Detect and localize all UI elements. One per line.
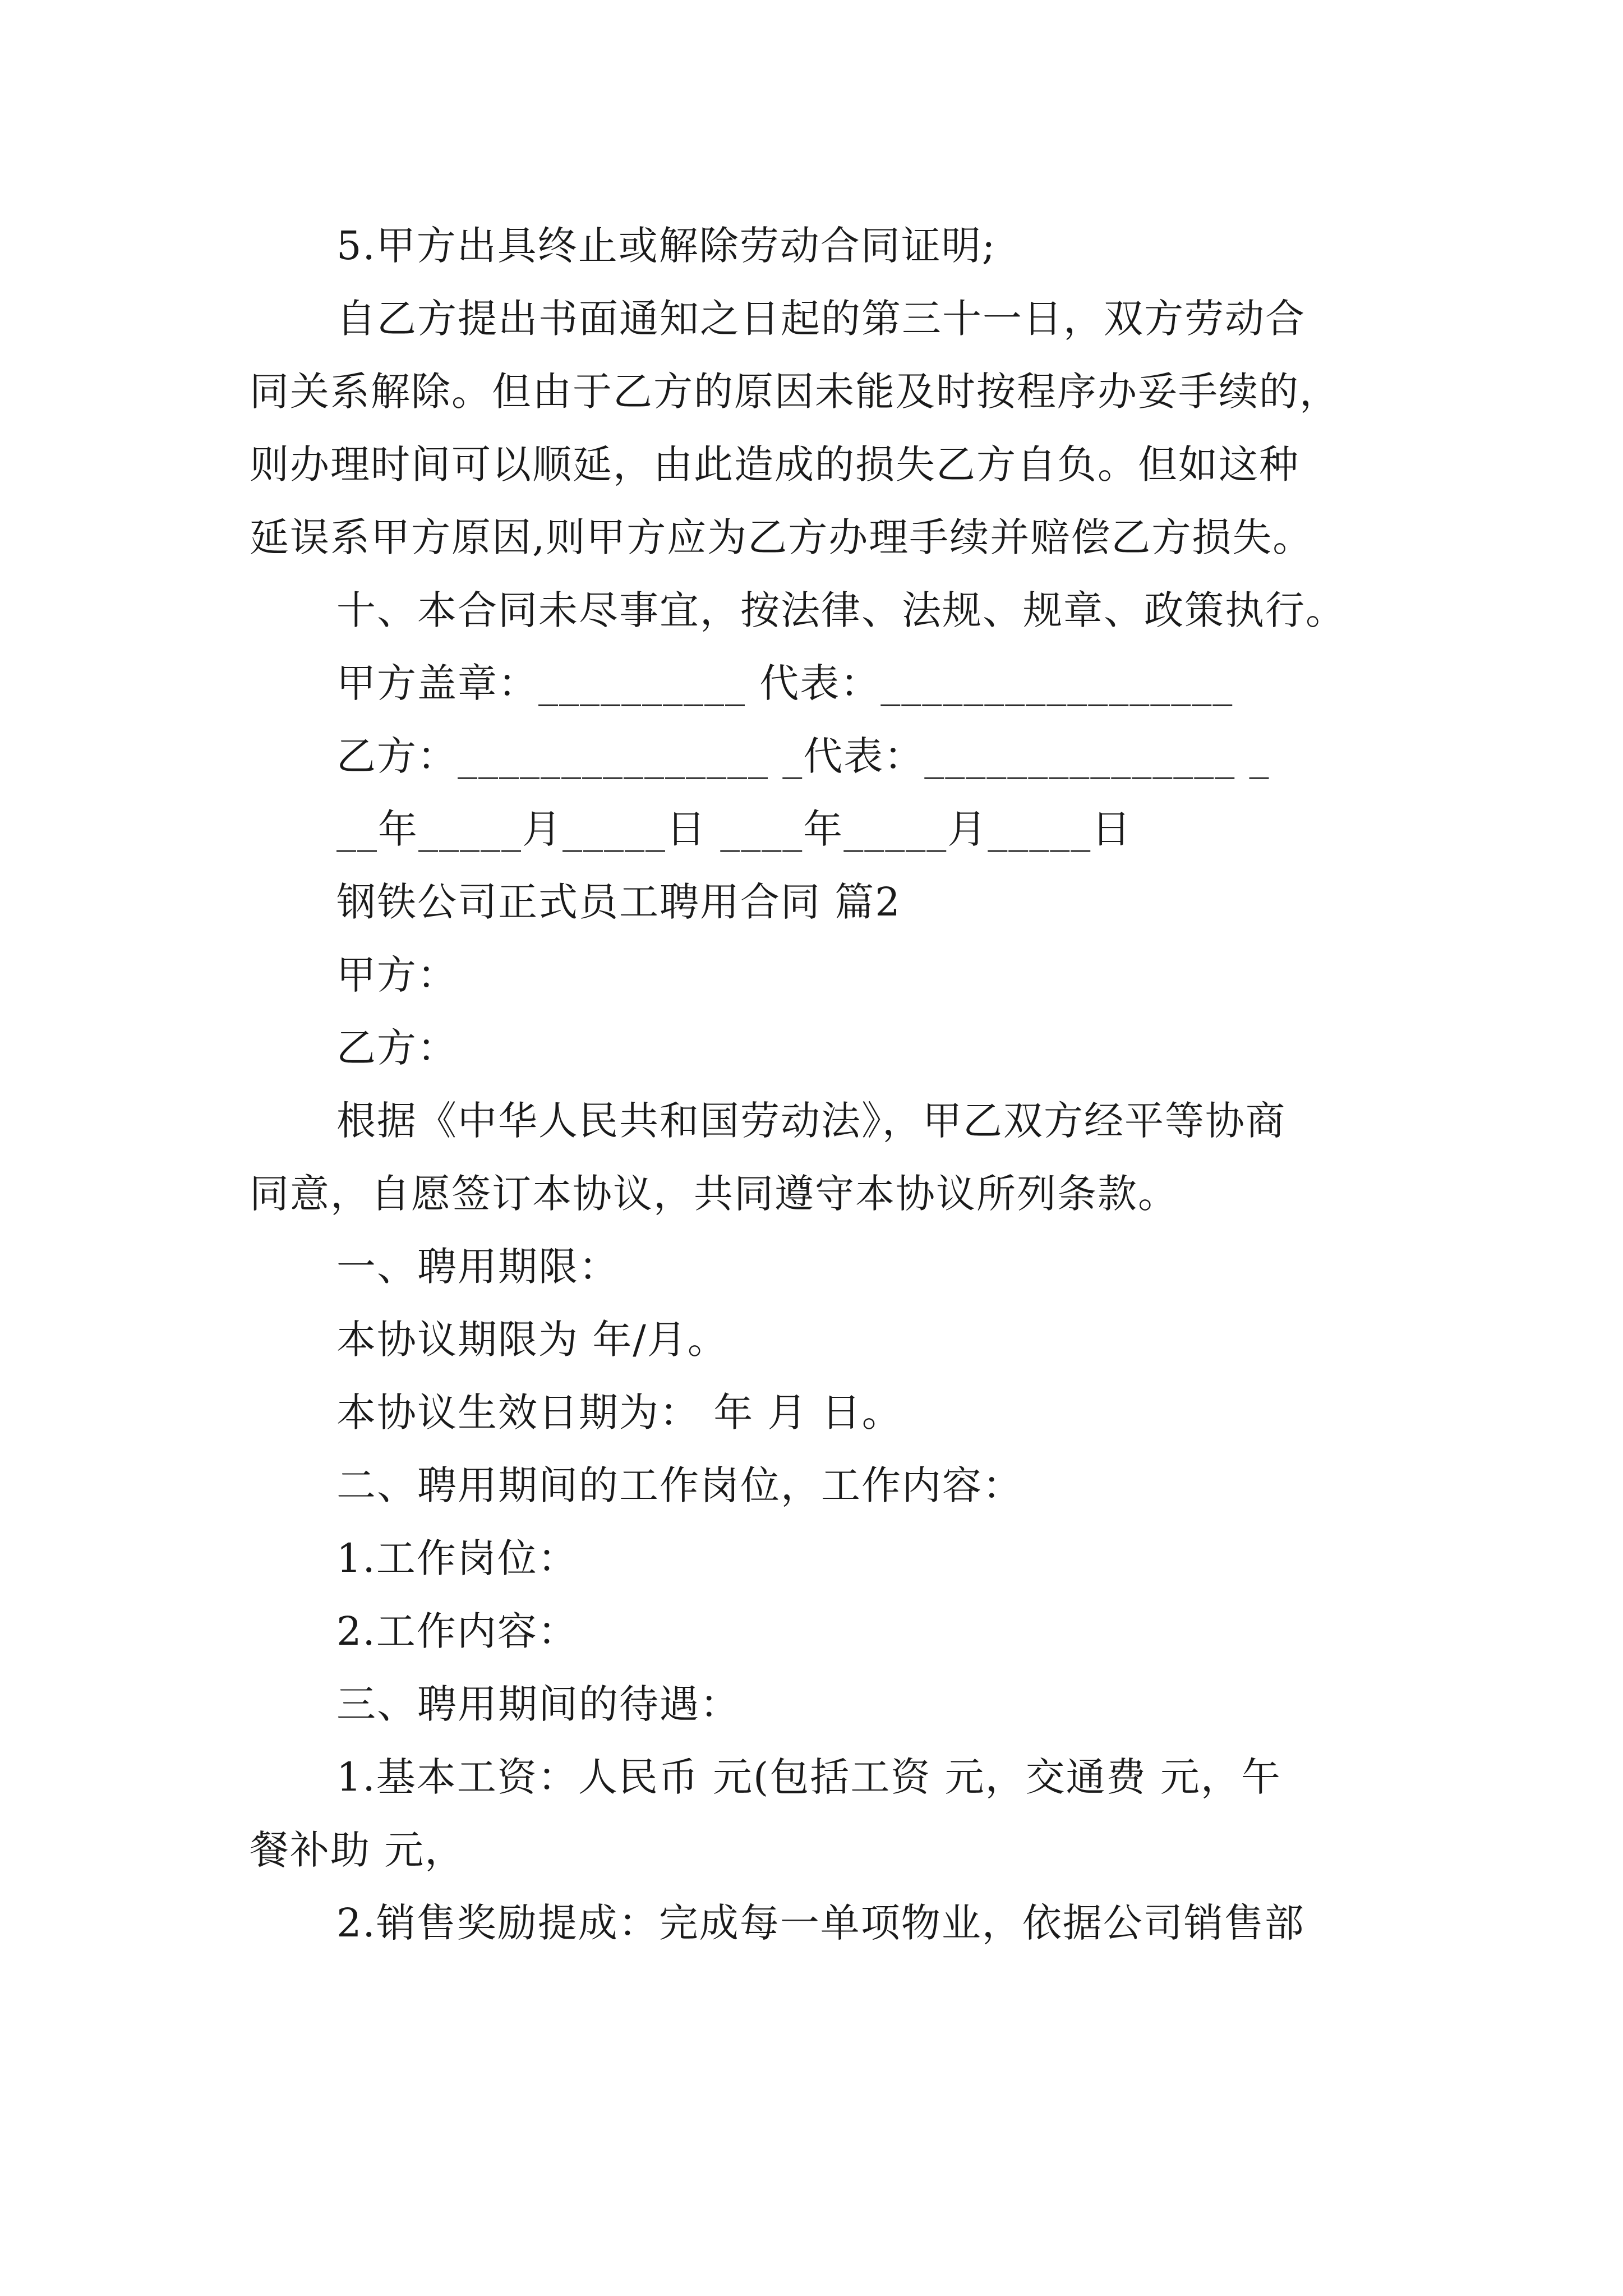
text-line: 延误系甲方原因,则甲方应为乙方办理手续并赔偿乙方损失。 <box>250 514 1313 560</box>
signature-line-party-b: 乙方：_______________ _代表：_______________ _ <box>336 733 1270 779</box>
party-b-label: 乙方： <box>336 1025 458 1071</box>
text-line: 本协议期限为 年/月。 <box>336 1317 728 1363</box>
party-a-label: 甲方： <box>336 952 458 998</box>
text-line: 本协议生效日期为： 年 月 日。 <box>336 1389 902 1435</box>
text-line: 5.甲方出具终止或解除劳动合同证明; <box>336 223 997 269</box>
text-line: 2.销售奖励提成：完成每一单项物业，依据公司销售部 <box>336 1900 1305 1946</box>
text-line: 同意，自愿签订本协议，共同遵守本协议所列条款。 <box>250 1171 1178 1217</box>
text-line: 十、本合同未尽事宜，按法律、法规、规章、政策执行。 <box>336 587 1346 633</box>
clause-heading: 二、聘用期间的工作岗位，工作内容： <box>336 1462 1023 1508</box>
text-line: 1.工作岗位： <box>336 1535 578 1581</box>
text-line: 同关系解除。但由于乙方的原因未能及时按程序办妥手续的， <box>250 369 1340 415</box>
text-line: 餐补助 元， <box>250 1827 465 1873</box>
text-line: 自乙方提出书面通知之日起的第三十一日，双方劳动合 <box>336 296 1306 342</box>
text-line: 则办理时间可以顺延，由此造成的损失乙方自负。但如这种 <box>250 441 1299 487</box>
text-line: 1.基本工资：人民币 元(包括工资 元，交通费 元，午 <box>336 1754 1281 1800</box>
section-title: 钢铁公司正式员工聘用合同 篇2 <box>336 879 901 925</box>
clause-heading: 三、聘用期间的待遇： <box>336 1681 740 1727</box>
signature-line-party-a: 甲方盖章：__________ 代表：_________________ <box>336 660 1234 706</box>
date-line: __年_____月_____日 ____年_____月_____日 <box>336 806 1132 852</box>
text-line: 2.工作内容： <box>336 1608 578 1654</box>
text-line: 根据《中华人民共和国劳动法》，甲乙双方经平等协商 <box>336 1098 1286 1144</box>
clause-heading: 一、聘用期限： <box>336 1244 619 1290</box>
